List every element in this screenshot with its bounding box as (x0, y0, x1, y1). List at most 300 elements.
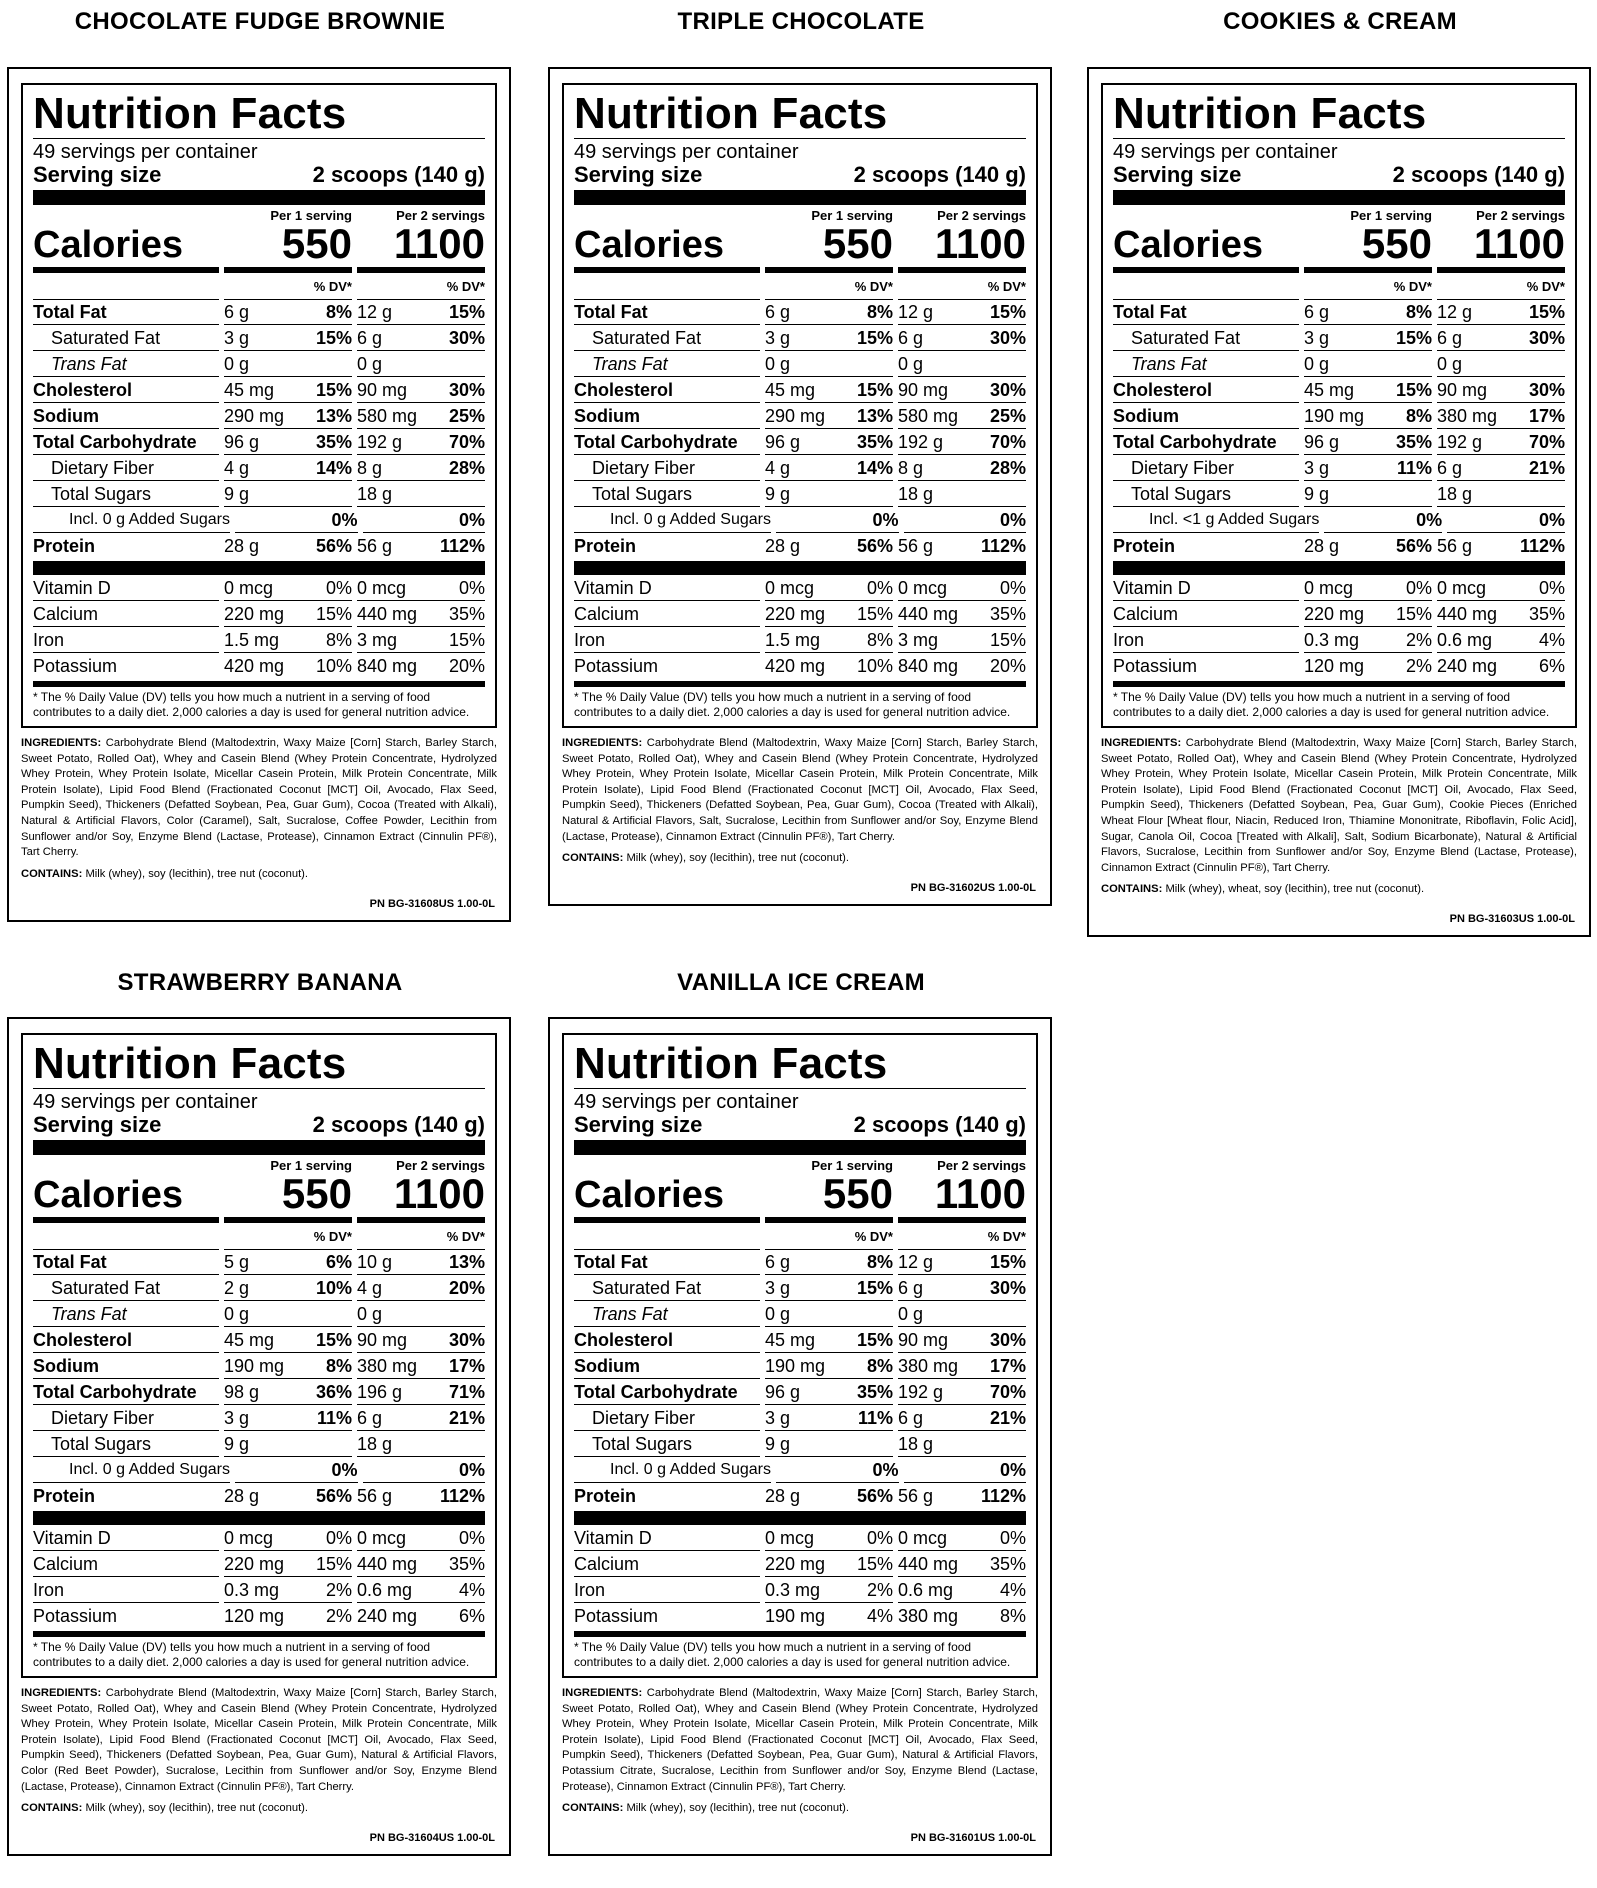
dv-per-1: 15% (856, 604, 893, 624)
amount-per-1: 3 g (765, 328, 791, 348)
thick-divider (1113, 190, 1565, 205)
protein-divider (1113, 559, 1565, 575)
nutrient-row (1113, 429, 1565, 455)
amount-per-1: 3 g (1304, 458, 1330, 478)
amount-per-2: 6 g (357, 1408, 383, 1428)
dv-per-1: 15% (856, 1554, 893, 1574)
nutrient-name: Trans Fat (33, 1301, 219, 1327)
dv-header-row (574, 1223, 1026, 1249)
amount-per-1: 6 g (765, 302, 791, 322)
ingredients-text (21, 736, 497, 861)
serving-size-label: Serving size (33, 1112, 162, 1137)
dv-per-1: 2% (325, 1606, 352, 1626)
amount-per-2: 90 mg (1437, 380, 1488, 400)
panel-title: Nutrition Facts (574, 1041, 1026, 1089)
amount-per-1: 290 mg (765, 406, 826, 426)
dv-per-1: 35% (1395, 432, 1432, 452)
dv-per-1: 8% (1405, 302, 1432, 322)
vitamin-row (33, 1525, 485, 1551)
amount-per-2: 12 g (1437, 302, 1473, 322)
amount-per-2: 0.6 mg (1437, 630, 1493, 650)
allergen-statement (21, 1801, 497, 1816)
amount-per-2: 90 mg (898, 380, 949, 400)
nutrient-name: Saturated Fat (33, 1275, 219, 1301)
dv-per-1: 15% (315, 1554, 352, 1574)
vitamin-name: Iron (574, 627, 760, 653)
dv-per-1: 10% (315, 1278, 352, 1298)
dv-per-1: 4% (866, 1606, 893, 1626)
per-2-servings-label: Per 2 servings (396, 1158, 485, 1173)
dv-per-1: 15% (856, 328, 893, 348)
nutrient-row (574, 533, 1026, 559)
calories-label: Calories (33, 1175, 219, 1223)
amount-per-2: 240 mg (1437, 656, 1498, 676)
vitamin-row (1113, 653, 1565, 679)
nutrient-name: Saturated Fat (574, 325, 760, 351)
thick-divider (574, 1140, 1026, 1155)
dv-per-1: 2% (325, 1580, 352, 1600)
nutrient-row (574, 429, 1026, 455)
protein-divider (574, 1509, 1026, 1525)
dv-per-1: 11% (316, 1408, 352, 1428)
amount-per-2: 0 mcg (898, 1528, 948, 1548)
amount-per-1: 120 mg (224, 1606, 285, 1626)
amount-per-2: 12 g (357, 302, 393, 322)
nutrient-name: Incl. 0 g Added Sugars (574, 507, 771, 533)
dv-per-2: 15% (989, 1252, 1026, 1272)
dv-per-1: 8% (325, 1356, 352, 1376)
amount-per-1: 28 g (224, 1486, 260, 1506)
contains-label: CONTAINS: (562, 1802, 624, 1815)
serving-size-row (1113, 163, 1565, 187)
serving-size-label: Serving size (574, 1112, 703, 1137)
dv-per-2: 25% (448, 406, 485, 426)
calories-per-2: 1100 (898, 1173, 1026, 1223)
amount-per-2: 192 g (898, 432, 944, 452)
dv-per-2: 0% (458, 1460, 485, 1480)
vitamin-row (574, 653, 1026, 679)
amount-per-2: 0.6 mg (357, 1580, 413, 1600)
nutrient-name: Incl. 0 g Added Sugars (574, 1457, 771, 1483)
nutrient-row (574, 1301, 1026, 1327)
nutrient-name: Saturated Fat (33, 325, 219, 351)
amount-per-1: 45 mg (224, 380, 275, 400)
nutrient-name: Total Carbohydrate (33, 1379, 219, 1405)
nutrient-row (33, 533, 485, 559)
nutrient-name: Total Fat (33, 1249, 219, 1275)
amount-per-2: 0 g (898, 354, 924, 374)
nutrient-name: Trans Fat (574, 351, 760, 377)
per-2-servings-label: Per 2 servings (937, 208, 1026, 223)
vitamin-row (574, 1525, 1026, 1551)
protein-divider (574, 559, 1026, 575)
vitamin-row (574, 1551, 1026, 1577)
amount-per-2: 0 mcg (1437, 578, 1487, 598)
vitamin-row (33, 653, 485, 679)
amount-per-2: 8 g (898, 458, 924, 478)
vitamin-row (33, 627, 485, 653)
nutrient-row (574, 351, 1026, 377)
dv-header-1: % DV* (765, 1223, 893, 1250)
dv-per-1: 56% (315, 1486, 352, 1506)
amount-per-2: 0 mcg (898, 578, 948, 598)
nutrient-row (1113, 325, 1565, 351)
dv-per-2: 70% (448, 432, 485, 452)
calories-per-2: 1100 (357, 1173, 485, 1223)
contains-list: Milk (whey), soy (lecithin), tree nut (coconut). (85, 867, 309, 880)
amount-per-2: 440 mg (898, 604, 959, 624)
dv-per-2: 6% (1538, 656, 1565, 676)
dv-per-1: 56% (1395, 536, 1432, 556)
nutrient-row (33, 1275, 485, 1301)
dv-per-1: 0% (331, 1460, 358, 1480)
dv-per-1: 14% (856, 458, 893, 478)
dv-per-2: 28% (989, 458, 1026, 478)
vitamin-name: Vitamin D (1113, 575, 1299, 601)
dv-footnote: * The % Daily Value (DV) tells you how much a nutrient in a serving of food contributes to a daily diet. 2,000 calories a day is used for general nutrition advice. (33, 681, 485, 720)
contains-label: CONTAINS: (1101, 883, 1163, 896)
dv-per-2: 35% (448, 604, 485, 624)
vitamin-row (1113, 627, 1565, 653)
amount-per-2: 56 g (357, 1486, 393, 1506)
amount-per-1: 0 mcg (765, 578, 815, 598)
dv-per-2: 0% (999, 510, 1026, 530)
nutrient-name: Total Fat (33, 299, 219, 325)
amount-per-2: 12 g (898, 302, 934, 322)
dv-per-2: 70% (989, 1382, 1026, 1402)
dv-per-2: 35% (448, 1554, 485, 1574)
servings-per-container: 49 servings per container (574, 141, 799, 163)
vitamin-name: Calcium (574, 1551, 760, 1577)
ingredients-label: INGREDIENTS: (1101, 737, 1182, 749)
amount-per-2: 240 mg (357, 1606, 418, 1626)
amount-per-2: 440 mg (898, 1554, 959, 1574)
thick-divider (574, 190, 1026, 205)
dv-per-1: 0% (872, 510, 899, 530)
nutrient-row (574, 1405, 1026, 1431)
nutrition-facts-panel (21, 83, 497, 728)
amount-per-1: 3 g (224, 1408, 250, 1428)
vitamin-row (574, 601, 1026, 627)
serving-size-value: 2 scoops (140 g) (312, 1112, 485, 1137)
nutrient-row (574, 1275, 1026, 1301)
ingredients-label: INGREDIENTS: (562, 737, 643, 749)
nutrient-name: Incl. <1 g Added Sugars (1113, 507, 1319, 533)
nutrient-row (574, 1483, 1026, 1509)
nutrient-name: Protein (1113, 536, 1176, 556)
vitamin-name: Iron (33, 1577, 219, 1603)
nutrition-facts-panel (562, 1033, 1038, 1678)
nutrient-name: Cholesterol (33, 1327, 219, 1353)
dv-header-1: % DV* (765, 273, 893, 300)
nutrient-name: Total Sugars (574, 481, 760, 507)
nutrient-name: Total Fat (574, 1249, 760, 1275)
dv-footnote: * The % Daily Value (DV) tells you how much a nutrient in a serving of food contributes to a daily diet. 2,000 calories a day is used for general nutrition advice. (1113, 681, 1565, 720)
nutrient-name: Total Sugars (1113, 481, 1299, 507)
dv-per-1: 8% (866, 1252, 893, 1272)
nutrient-name: Total Fat (1113, 299, 1299, 325)
vitamin-row (33, 1577, 485, 1603)
nutrient-row (574, 403, 1026, 429)
vitamin-name: Iron (574, 1577, 760, 1603)
dv-per-2: 35% (1528, 604, 1565, 624)
amount-per-1: 9 g (1304, 484, 1330, 504)
nutrient-row (574, 1327, 1026, 1353)
nutrient-name: Trans Fat (33, 351, 219, 377)
dv-per-1: 2% (1405, 630, 1432, 650)
amount-per-2: 840 mg (898, 656, 959, 676)
amount-per-1: 290 mg (224, 406, 285, 426)
vitamin-name: Calcium (33, 1551, 219, 1577)
amount-per-2: 10 g (357, 1252, 393, 1272)
amount-per-2: 380 mg (357, 1356, 418, 1376)
amount-per-2: 0.6 mg (898, 1580, 954, 1600)
dv-per-1: 0% (1416, 510, 1443, 530)
part-number: PN BG-31608US 1.00-0L (369, 897, 495, 910)
nutrient-row (574, 1249, 1026, 1275)
serving-size-value: 2 scoops (140 g) (1392, 162, 1565, 187)
per-1-serving-label: Per 1 serving (270, 1158, 352, 1173)
nutrient-row (1113, 351, 1565, 377)
dv-per-1: 2% (1405, 656, 1432, 676)
dv-per-2: 17% (448, 1356, 485, 1376)
nutrient-name: Trans Fat (1113, 351, 1299, 377)
flavor-title: VANILLA ICE CREAM (677, 969, 925, 996)
vitamin-row (574, 627, 1026, 653)
dv-per-2: 30% (448, 380, 485, 400)
amount-per-2: 0 g (357, 1304, 383, 1324)
amount-per-2: 6 g (898, 328, 924, 348)
dv-per-2: 15% (1528, 302, 1565, 322)
amount-per-2: 6 g (1437, 328, 1463, 348)
dv-per-2: 70% (989, 432, 1026, 452)
amount-per-2: 440 mg (357, 604, 418, 624)
calories-per-2: 1100 (898, 223, 1026, 273)
dv-per-2: 30% (989, 1330, 1026, 1350)
nutrient-row (33, 1301, 485, 1327)
nutrition-card (7, 67, 511, 922)
allergen-statement (562, 851, 1038, 866)
amount-per-2: 56 g (1437, 536, 1473, 556)
nutrient-name: Dietary Fiber (1113, 455, 1299, 481)
contains-label: CONTAINS: (21, 867, 83, 880)
vitamin-name: Potassium (574, 656, 659, 676)
vitamin-name: Iron (33, 627, 219, 653)
amount-per-1: 28 g (765, 1486, 801, 1506)
nutrient-name: Cholesterol (33, 377, 219, 403)
amount-per-1: 120 mg (1304, 656, 1365, 676)
amount-per-1: 190 mg (224, 1356, 285, 1376)
vitamin-name: Potassium (33, 1606, 118, 1626)
dv-per-2: 0% (1538, 510, 1565, 530)
amount-per-1: 0 g (224, 1304, 250, 1324)
dv-per-1: 0% (325, 578, 352, 598)
amount-per-2: 192 g (357, 432, 403, 452)
servings-per-container: 49 servings per container (33, 141, 258, 163)
amount-per-1: 220 mg (1304, 604, 1365, 624)
dv-per-1: 8% (866, 1356, 893, 1376)
calories-row (33, 220, 485, 273)
vitamin-name: Potassium (1113, 656, 1198, 676)
dv-per-2: 30% (989, 1278, 1026, 1298)
nutrient-row (33, 429, 485, 455)
dv-per-2: 0% (458, 1528, 485, 1548)
ingredients-list: Carbohydrate Blend (Maltodextrin, Waxy Maize [Corn] Starch, Barley Starch, Sweet Potato, Rolled Oat), Whey and Casein Blend (Whey Protein Concentrate, Hydrolyzed Whey Protein, Whey Protein Isolate, Micellar Casein Protein, Milk Protein Concentrate, Milk Protein Isolate), Lipid Food Blend (Fractionated Coconut [MCT] Oil, Avocado, Flax Seed, Pumpkin Seed), Thickeners (Defatted Soybean, Pea, Guar Gum), Cocoa (Treated with Alkali), Natural & Artificial Flavors, Color (Caramel), Salt, Sucralose, Coffee Powder, Lecithin from Sunflower and/or Soy, Enzyme Blend (Lactase, Protease), Cinnamon Extract (Cinnulin PF®), Tart Cherry. (21, 737, 497, 859)
protein-divider (33, 559, 485, 575)
dv-per-2: 20% (448, 656, 485, 676)
serving-size-label: Serving size (1113, 162, 1242, 187)
dv-per-2: 30% (989, 380, 1026, 400)
dv-footnote: * The % Daily Value (DV) tells you how much a nutrient in a serving of food contributes to a daily diet. 2,000 calories a day is used for general nutrition advice. (574, 681, 1026, 720)
dv-per-2: 0% (1538, 578, 1565, 598)
vitamin-row (574, 1577, 1026, 1603)
dv-header-row (574, 273, 1026, 299)
nutrient-row (33, 1249, 485, 1275)
dv-per-1: 0% (866, 1528, 893, 1548)
amount-per-2: 380 mg (898, 1356, 959, 1376)
allergen-statement (1101, 882, 1577, 897)
dv-header-2: % DV* (898, 273, 1026, 300)
nutrient-row (33, 1483, 485, 1509)
amount-per-1: 96 g (765, 432, 801, 452)
amount-per-1: 28 g (224, 536, 260, 556)
dv-per-1: 56% (856, 536, 893, 556)
dv-per-2: 20% (989, 656, 1026, 676)
amount-per-2: 56 g (898, 1486, 934, 1506)
amount-per-2: 196 g (357, 1382, 403, 1402)
nutrient-row (33, 481, 485, 507)
contains-list: Milk (whey), soy (lecithin), tree nut (coconut). (85, 1802, 309, 1815)
contains-label: CONTAINS: (562, 852, 624, 865)
vitamin-name: Calcium (1113, 601, 1299, 627)
vitamin-name: Iron (1113, 627, 1299, 653)
calories-row (574, 1170, 1026, 1223)
amount-per-1: 1.5 mg (224, 630, 280, 650)
serving-size-row (33, 1113, 485, 1137)
amount-per-1: 45 mg (1304, 380, 1355, 400)
dv-per-2: 112% (439, 536, 485, 556)
amount-per-1: 45 mg (765, 380, 816, 400)
calories-row (574, 220, 1026, 273)
ingredients-label: INGREDIENTS: (21, 1687, 102, 1699)
nutrient-name: Sodium (33, 1353, 219, 1379)
dv-header-2: % DV* (898, 1223, 1026, 1250)
calories-row (1113, 220, 1565, 273)
contains-label: CONTAINS: (21, 1802, 83, 1815)
allergen-statement (562, 1801, 1038, 1816)
amount-per-1: 0 g (765, 1304, 791, 1324)
dv-per-2: 21% (1528, 458, 1565, 478)
dv-per-1: 8% (1405, 406, 1432, 426)
vitamin-name: Vitamin D (33, 1525, 219, 1551)
vitamin-name: Vitamin D (574, 575, 760, 601)
amount-per-2: 580 mg (898, 406, 959, 426)
nutrient-row (33, 299, 485, 325)
dv-per-1: 15% (315, 328, 352, 348)
nutrition-facts-panel (562, 83, 1038, 728)
dv-footnote: * The % Daily Value (DV) tells you how much a nutrient in a serving of food contributes to a daily diet. 2,000 calories a day is used for general nutrition advice. (574, 1631, 1026, 1670)
nutrient-row (1113, 403, 1565, 429)
dv-per-1: 2% (866, 1580, 893, 1600)
serving-size-label: Serving size (33, 162, 162, 187)
dv-header-row (1113, 273, 1565, 299)
dv-per-2: 13% (448, 1252, 485, 1272)
dv-per-1: 8% (325, 302, 352, 322)
dv-per-2: 35% (989, 604, 1026, 624)
nutrition-card (1087, 67, 1591, 937)
nutrient-name: Total Sugars (33, 1431, 219, 1457)
amount-per-1: 0 g (1304, 354, 1330, 374)
dv-per-1: 10% (315, 656, 352, 676)
amount-per-1: 3 g (765, 1278, 791, 1298)
amount-per-1: 96 g (1304, 432, 1340, 452)
servings-per-container: 49 servings per container (33, 1091, 258, 1113)
dv-per-1: 11% (857, 1408, 893, 1428)
nutrient-name: Incl. 0 g Added Sugars (33, 1457, 230, 1483)
amount-per-1: 190 mg (765, 1356, 826, 1376)
amount-per-2: 580 mg (357, 406, 418, 426)
dv-per-1: 10% (856, 656, 893, 676)
nutrient-name: Saturated Fat (1113, 325, 1299, 351)
amount-per-1: 9 g (224, 1434, 250, 1454)
dv-per-1: 15% (1395, 328, 1432, 348)
calories-per-1: 550 (224, 223, 352, 273)
serving-size-row (574, 1113, 1026, 1137)
nutrient-name: Incl. 0 g Added Sugars (33, 507, 230, 533)
dv-per-2: 30% (1528, 380, 1565, 400)
nutrient-row (33, 325, 485, 351)
amount-per-2: 440 mg (1437, 604, 1498, 624)
amount-per-1: 6 g (224, 302, 250, 322)
amount-per-1: 190 mg (765, 1606, 826, 1626)
nutrient-row (574, 299, 1026, 325)
dv-per-2: 0% (999, 1460, 1026, 1480)
panel-title: Nutrition Facts (33, 1041, 485, 1089)
amount-per-2: 0 g (357, 354, 383, 374)
dv-header-1: % DV* (224, 1223, 352, 1250)
dv-per-2: 21% (448, 1408, 485, 1428)
dv-per-2: 28% (448, 458, 485, 478)
dv-per-2: 6% (458, 1606, 485, 1626)
dv-footnote: * The % Daily Value (DV) tells you how much a nutrient in a serving of food contributes to a daily diet. 2,000 calories a day is used for general nutrition advice. (33, 1631, 485, 1670)
amount-per-1: 9 g (765, 484, 791, 504)
amount-per-2: 18 g (1437, 484, 1473, 504)
nutrient-row (33, 1353, 485, 1379)
dv-per-1: 15% (315, 604, 352, 624)
dv-per-2: 30% (448, 328, 485, 348)
dv-per-2: 4% (458, 1580, 485, 1600)
dv-per-2: 112% (439, 1486, 485, 1506)
nutrient-name: Sodium (574, 403, 760, 429)
dv-per-2: 17% (989, 1356, 1026, 1376)
amount-per-1: 0 mcg (1304, 578, 1354, 598)
amount-per-1: 420 mg (765, 656, 826, 676)
vitamin-name: Potassium (574, 1606, 659, 1626)
allergen-statement (21, 867, 497, 882)
serving-size-row (574, 163, 1026, 187)
nutrient-name: Dietary Fiber (33, 455, 219, 481)
amount-per-1: 0.3 mg (765, 1580, 821, 1600)
amount-per-1: 1.5 mg (765, 630, 821, 650)
dv-per-2: 15% (448, 302, 485, 322)
ingredients-list: Carbohydrate Blend (Maltodextrin, Waxy Maize [Corn] Starch, Barley Starch, Sweet Potato, Rolled Oat), Whey and Casein Blend (Whey Protein Concentrate, Hydrolyzed Whey Protein, Whey Protein Isolate, Micellar Casein Protein, Milk Protein Concentrate, Milk Protein Isolate), Lipid Food Blend (Fractionated Coconut [MCT] Oil, Avocado, Flax Seed, Pumpkin Seed), Thickeners (Defatted Soybean, Pea, Guar Gum), Cocoa (Treated with Alkali), Natural & Artificial Flavors, Salt, Sucralose, Lecithin from Sunflower and/or Soy, Enzyme Blend (Lactase, Protease), Cinnamon Extract (Cinnulin PF®), Tart Cherry. (562, 737, 1038, 843)
dv-per-1: 15% (856, 1330, 893, 1350)
amount-per-1: 3 g (765, 1408, 791, 1428)
nutrient-row (1113, 377, 1565, 403)
dv-header-2: % DV* (357, 273, 485, 300)
part-number: PN BG-31602US 1.00-0L (910, 882, 1036, 895)
amount-per-2: 90 mg (898, 1330, 949, 1350)
